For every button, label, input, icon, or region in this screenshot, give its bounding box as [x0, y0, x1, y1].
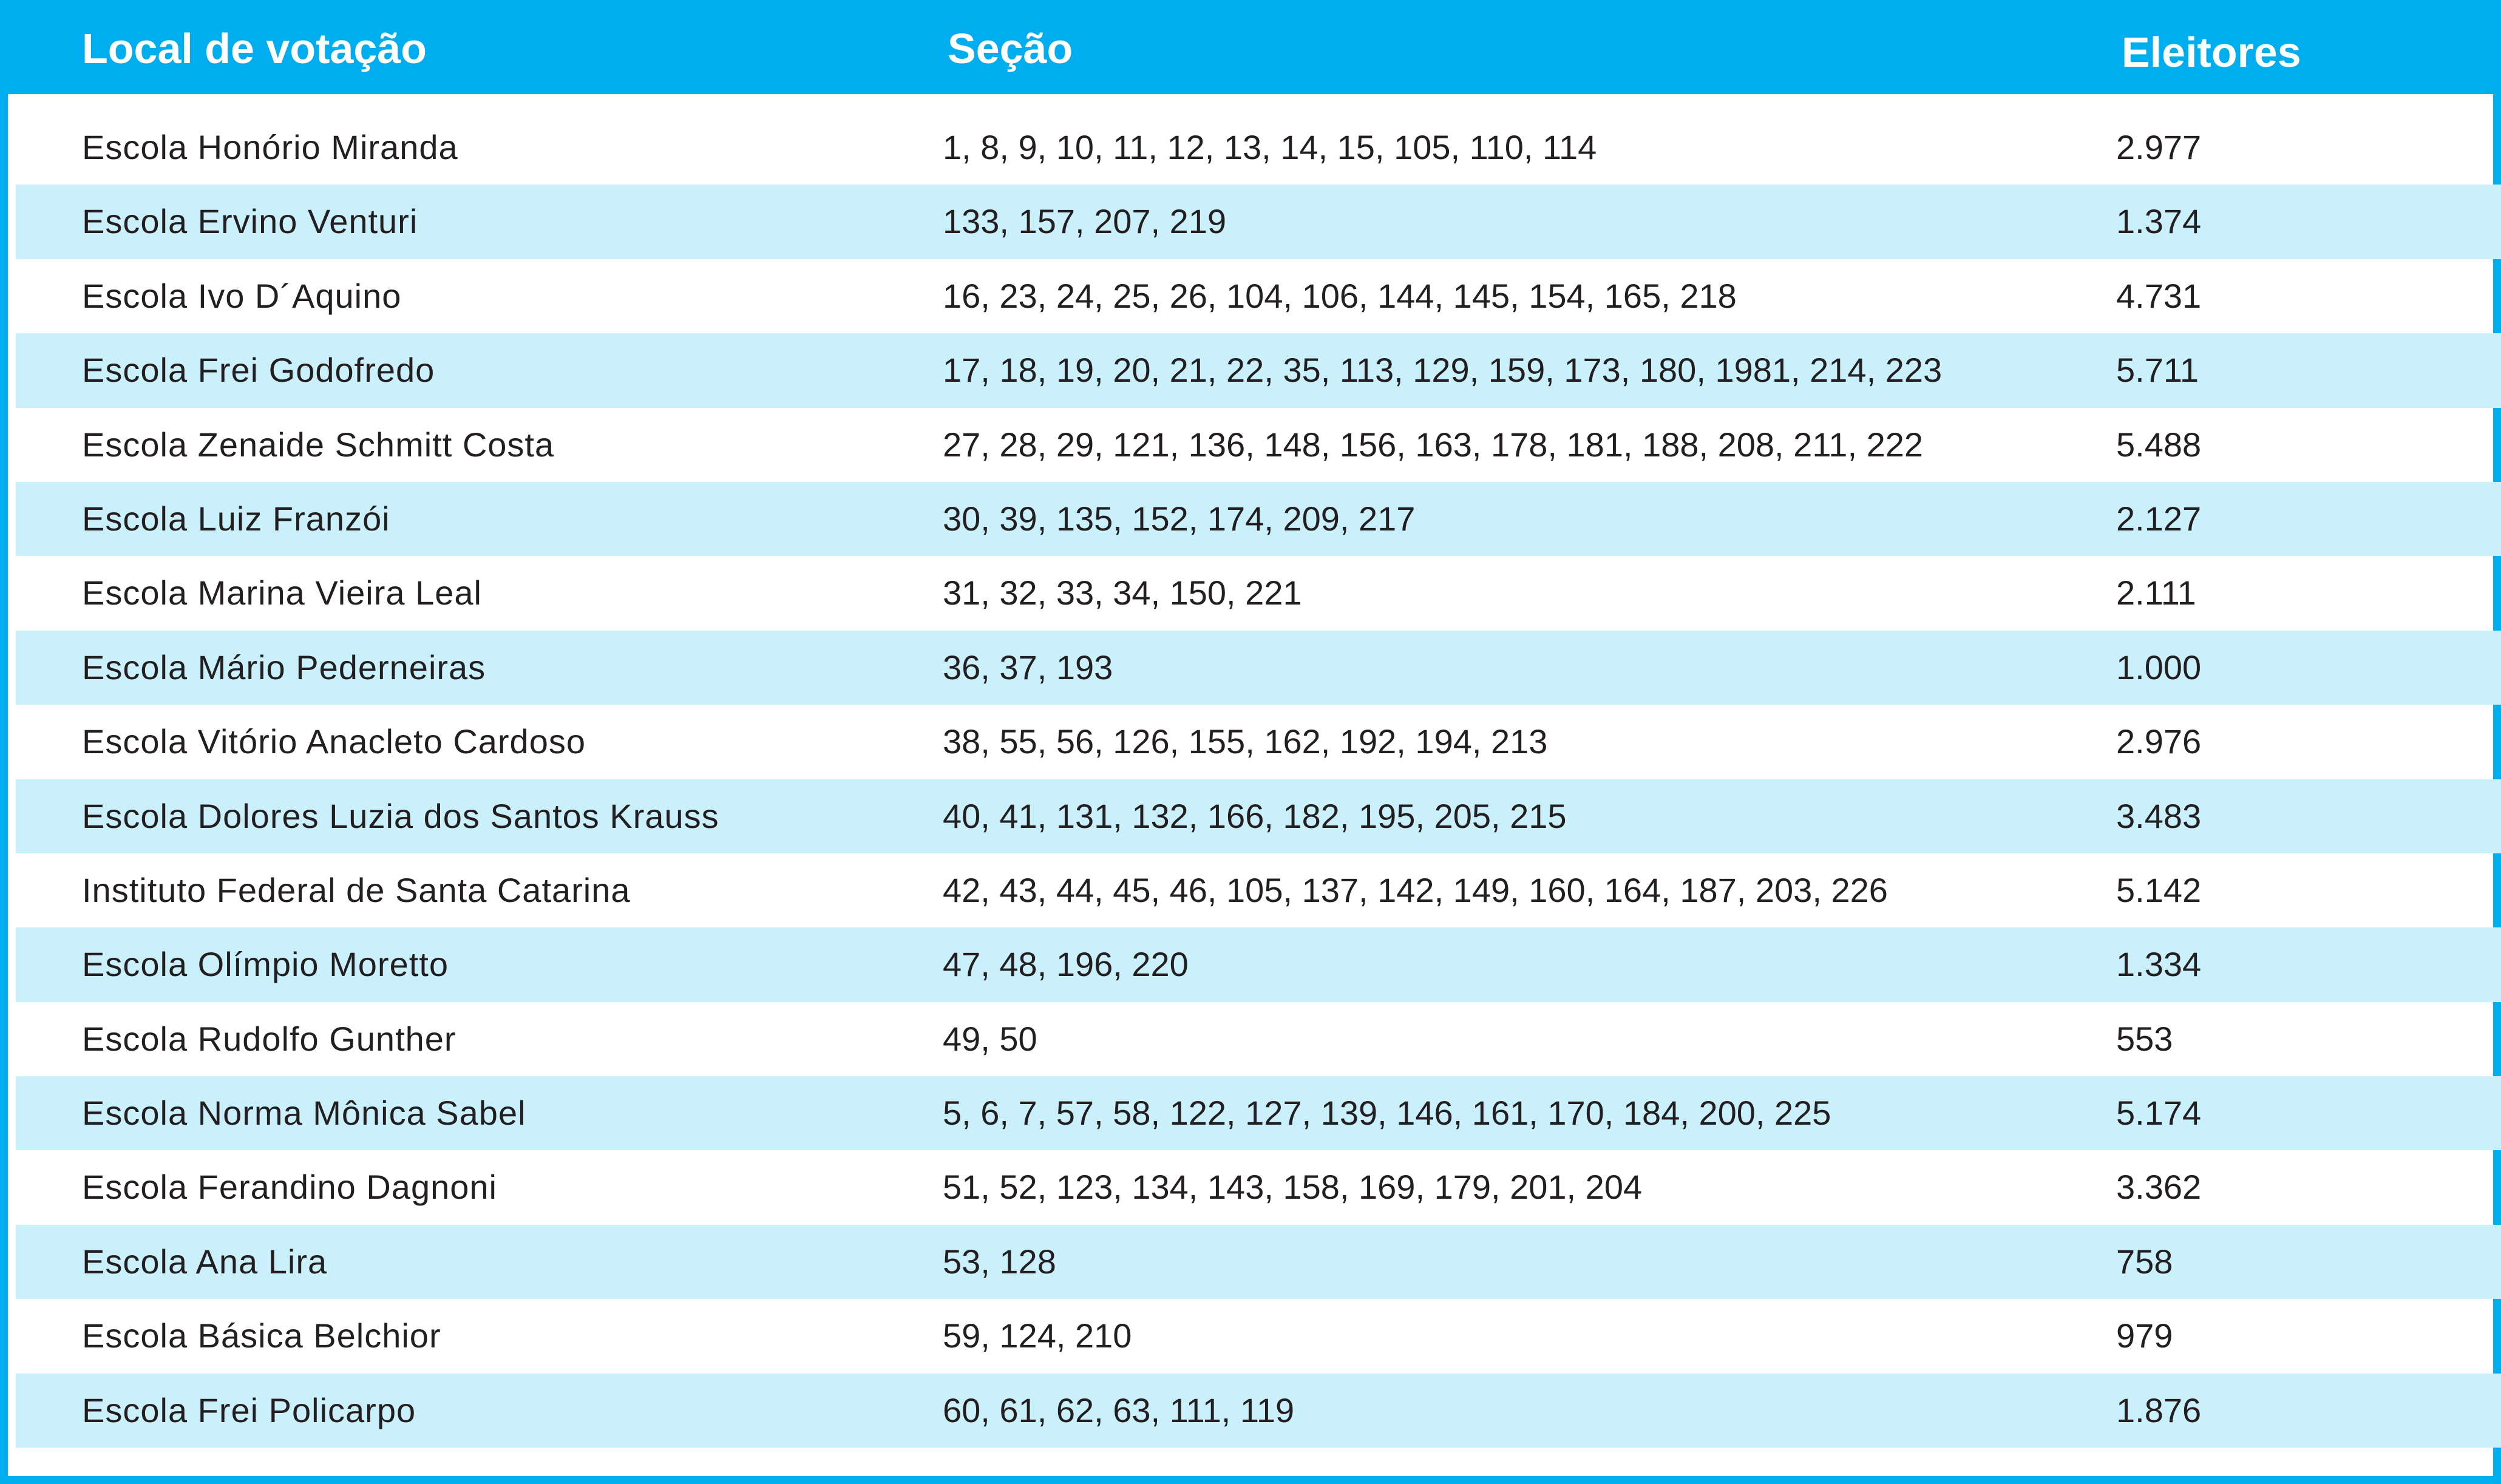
- table-row: [16, 259, 2501, 333]
- table-header: [8, 0, 2501, 94]
- cell-secao: 40, 41, 131, 132, 166, 182, 195, 205, 215: [943, 796, 1567, 835]
- cell-secao: 31, 32, 33, 34, 150, 221: [943, 574, 1302, 612]
- cell-eleitores: 2.127: [2116, 499, 2202, 538]
- cell-secao: 49, 50: [943, 1019, 1037, 1058]
- cell-local: Escola Básica Belchior: [82, 1316, 441, 1355]
- cell-local: Escola Rudolfo Gunther: [82, 1019, 456, 1058]
- table-body: [16, 110, 2501, 1448]
- table-row: [16, 853, 2501, 927]
- table-row: [16, 1150, 2501, 1224]
- table-row: [16, 705, 2501, 779]
- cell-eleitores: 1.876: [2116, 1391, 2202, 1429]
- cell-secao: 17, 18, 19, 20, 21, 22, 35, 113, 129, 159, 173, 180, 1981, 214, 223: [943, 351, 1943, 390]
- cell-secao: 30, 39, 135, 152, 174, 209, 217: [943, 499, 1416, 538]
- header-eleitores: Eleitores: [2122, 29, 2301, 76]
- cell-eleitores: 3.362: [2116, 1168, 2202, 1207]
- cell-secao: 60, 61, 62, 63, 111, 119: [943, 1391, 1295, 1429]
- cell-secao: 59, 124, 210: [943, 1316, 1132, 1355]
- cell-secao: 53, 128: [943, 1242, 1056, 1281]
- cell-local: Instituto Federal de Santa Catarina: [82, 870, 631, 909]
- cell-secao: 1, 8, 9, 10, 11, 12, 13, 14, 15, 105, 110, 114: [943, 128, 1597, 166]
- cell-secao: 36, 37, 193: [943, 648, 1113, 686]
- table-row: [16, 1225, 2501, 1299]
- cell-local: Escola Ervino Venturi: [82, 202, 418, 241]
- table-row: [16, 779, 2501, 853]
- cell-eleitores: 2.976: [2116, 722, 2202, 761]
- cell-secao: 16, 23, 24, 25, 26, 104, 106, 144, 145, 154, 165, 218: [943, 276, 1737, 315]
- cell-secao: 133, 157, 207, 219: [943, 202, 1227, 241]
- table-row: [16, 631, 2501, 705]
- header-local: Local de votação: [82, 25, 427, 72]
- table-row: [16, 1002, 2501, 1076]
- cell-local: Escola Luiz Franzói: [82, 499, 390, 538]
- cell-local: Escola Frei Policarpo: [82, 1391, 416, 1429]
- cell-eleitores: 553: [2116, 1019, 2173, 1058]
- table-row: [16, 1299, 2501, 1373]
- cell-local: Escola Vitório Anacleto Cardoso: [82, 722, 586, 761]
- table-row: [16, 556, 2501, 630]
- cell-secao: 51, 52, 123, 134, 143, 158, 169, 179, 201, 204: [943, 1168, 1643, 1207]
- table-row: [16, 1076, 2501, 1150]
- table-row: [16, 927, 2501, 1001]
- table-row: [16, 185, 2501, 259]
- cell-secao: 27, 28, 29, 121, 136, 148, 156, 163, 178, 181, 188, 208, 211, 222: [943, 425, 1924, 464]
- cell-secao: 5, 6, 7, 57, 58, 122, 127, 139, 146, 161, 170, 184, 200, 225: [943, 1094, 1831, 1133]
- cell-eleitores: 2.977: [2116, 128, 2202, 166]
- cell-local: Escola Mário Pederneiras: [82, 648, 486, 686]
- cell-eleitores: 2.111: [2116, 574, 2196, 612]
- table-row: [16, 408, 2501, 482]
- cell-local: Escola Ferandino Dagnoni: [82, 1168, 497, 1207]
- cell-eleitores: 5.142: [2116, 870, 2202, 909]
- table-row: [16, 110, 2501, 185]
- table-row: [16, 333, 2501, 407]
- cell-eleitores: 5.711: [2116, 351, 2199, 390]
- cell-eleitores: 1.374: [2116, 202, 2202, 241]
- cell-secao: 38, 55, 56, 126, 155, 162, 192, 194, 213: [943, 722, 1548, 761]
- cell-secao: 42, 43, 44, 45, 46, 105, 137, 142, 149, 160, 164, 187, 203, 226: [943, 870, 1888, 909]
- cell-local: Escola Norma Mônica Sabel: [82, 1094, 526, 1133]
- cell-eleitores: 5.174: [2116, 1094, 2202, 1133]
- cell-local: Escola Dolores Luzia dos Santos Krauss: [82, 796, 719, 835]
- cell-local: Escola Zenaide Schmitt Costa: [82, 425, 555, 464]
- cell-eleitores: 1.334: [2116, 945, 2202, 984]
- table-row: [16, 1374, 2501, 1448]
- cell-eleitores: 979: [2116, 1316, 2173, 1355]
- cell-eleitores: 3.483: [2116, 796, 2202, 835]
- cell-secao: 47, 48, 196, 220: [943, 945, 1189, 984]
- cell-local: Escola Marina Vieira Leal: [82, 574, 482, 612]
- cell-eleitores: 5.488: [2116, 425, 2202, 464]
- table-row: [16, 482, 2501, 556]
- cell-local: Escola Olímpio Moretto: [82, 945, 449, 984]
- cell-local: Escola Honório Miranda: [82, 128, 458, 166]
- cell-eleitores: 758: [2116, 1242, 2173, 1281]
- cell-eleitores: 1.000: [2116, 648, 2202, 686]
- header-secao: Seção: [948, 25, 1073, 72]
- cell-local: Escola Ivo D´Aquino: [82, 276, 402, 315]
- cell-local: Escola Frei Godofredo: [82, 351, 435, 390]
- cell-eleitores: 4.731: [2116, 276, 2202, 315]
- cell-local: Escola Ana Lira: [82, 1242, 328, 1281]
